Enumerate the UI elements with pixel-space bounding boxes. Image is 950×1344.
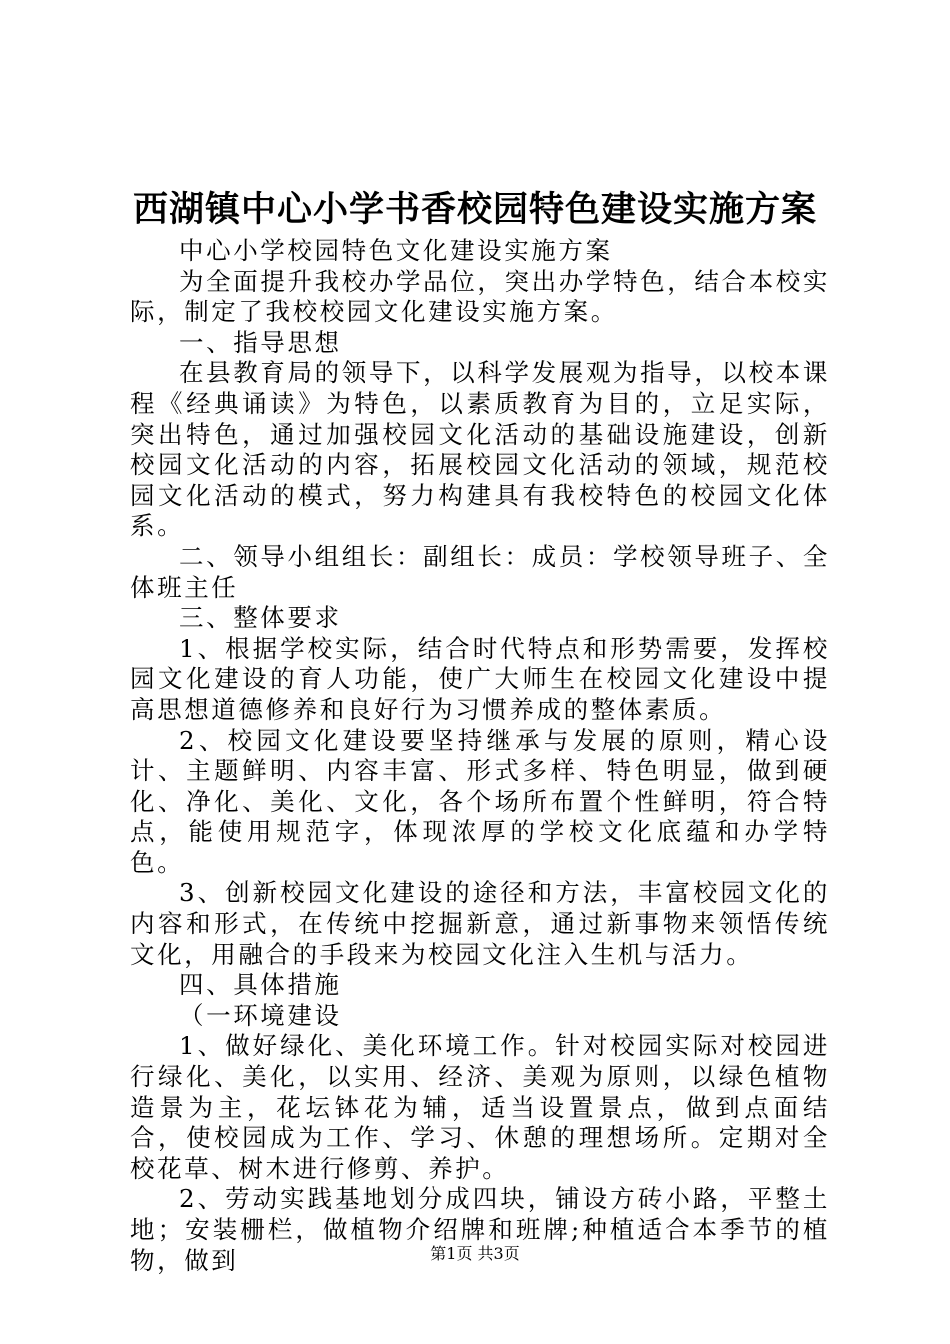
paragraph: 中心小学校园特色文化建设实施方案 bbox=[179, 236, 613, 265]
section-heading: 三、整体要求 bbox=[179, 603, 342, 633]
section-heading: 四、具体措施 bbox=[179, 970, 342, 1000]
list-item: 3、创新校园文化建设的途径和方法，丰富校园文化的内容和形式，在传统中挖掘新意，通过新事物来领悟传统文化，用融合的手段来为校园文化注入生机与活力。 bbox=[130, 878, 830, 969]
document-body bbox=[130, 236, 830, 1276]
list-item: 2、校园文化建设要坚持继承与发展的原则，精心设计、主题鲜明、内容丰富、形式多样、特色明显，做到硬化、净化、美化、文化，各个场所布置个性鲜明，符合特点，能使用规范字，体现浓厚的学校文化底蕴和办学特色。 bbox=[130, 725, 830, 877]
document-title: 西湖镇中心小学书香校园特色建设实施方案 bbox=[132, 189, 817, 230]
page-footer: 第1页 共3页 bbox=[430, 1244, 520, 1263]
list-item: 1、根据学校实际，结合时代特点和形势需要，发挥校园文化建设的育人功能，使广大师生在校园文化建设中提高思想道德修养和良好行为习惯养成的整体素质。 bbox=[130, 633, 830, 724]
list-item: 2、劳动实践基地划分成四块，铺设方砖小路，平整土地；安装栅栏，做植物介绍牌和班牌;种植适合本季节的植物，做到 bbox=[130, 1184, 830, 1275]
paragraph: 为全面提升我校办学品位，突出办学特色，结合本校实际，制定了我校校园文化建设实施方案。 bbox=[130, 266, 830, 327]
subsection-heading: （一环境建设 bbox=[179, 1000, 342, 1030]
paragraph: 在县教育局的领导下，以科学发展观为指导，以校本课程《经典诵读》为特色，以素质教育为目的，立足实际，突出特色，通过加强校园文化活动的基础设施建设，创新校园文化活动的内容，拓展校园文化活动的领域，规范校园文化活动的模式，努力构建具有我校特色的校园文化体系。 bbox=[130, 358, 830, 541]
section-heading: 一、指导思想 bbox=[179, 327, 342, 357]
list-item: 1、做好绿化、美化环境工作。针对校园实际对校园进行绿化、美化，以实用、经济、美观为原则，以绿色植物造景为主，花坛钵花为辅，适当设置景点，做到点面结合，使校园成为工作、学习、休憩的理想场所。定期对全校花草、树木进行修剪、养护。 bbox=[130, 1031, 830, 1183]
section-heading: 二、领导小组组长：副组长：成员：学校领导班子、全体班主任 bbox=[130, 541, 830, 602]
